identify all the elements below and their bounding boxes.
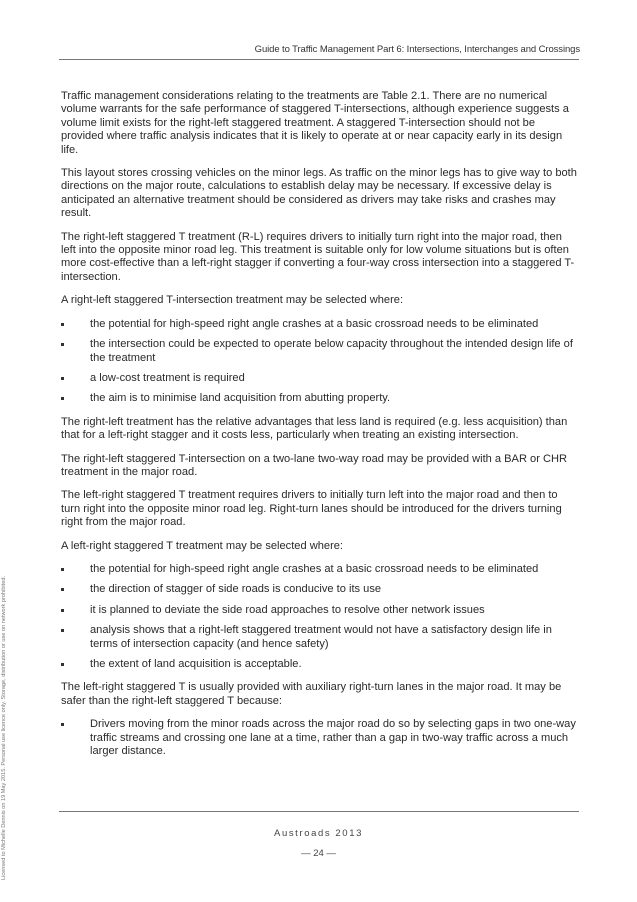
bullet-item bbox=[61, 563, 577, 576]
header-divider bbox=[59, 59, 579, 60]
paragraph: The left-right staggered T treatment requires drivers to initially turn left into the major road and then to turn right into the opposite minor road leg. Right-turn lanes should be introduced for the drivers turning right from the major road. bbox=[61, 489, 562, 529]
licence-side-note: Licensed to Michelle Dennis on 19 May 2015. Personal use licence only. Storage, distribution or use on network prohibited. bbox=[1, 576, 7, 880]
bullet-list bbox=[61, 563, 577, 671]
bullet-text: Drivers moving from the minor roads across the major road do so by selecting gaps in two one-way traffic streams and crossing one lane at a time, rather than a gap in two-way traffic across a much larger distance. bbox=[90, 718, 576, 758]
bullet-square-icon bbox=[61, 343, 64, 346]
paragraph: Traffic management considerations relating to the treatments are Table 2.1. There are no numerical volume warrants for the safe performance of staggered T-intersections, although experience suggests a volume limit exists for the right-left staggered treatment. A staggered T-intersection should not be provided where traffic analysis indicates that it is likely to operate at or near capacity early in its design life. bbox=[61, 90, 569, 156]
bullet-text: the aim is to minimise land acquisition from abutting property. bbox=[90, 392, 391, 405]
bullet-text: the intersection could be expected to operate below capacity throughout the intended design life of the treatment bbox=[90, 338, 573, 364]
running-header-title: Guide to Traffic Management Part 6: Intersections, Interchanges and Crossings bbox=[254, 44, 580, 55]
paragraph: The right-left treatment has the relative advantages that less land is required (e.g. less acquisition) than that for a left-right stagger and it costs less, particularly when treating an existing intersection. bbox=[61, 415, 568, 442]
paragraph: The left-right staggered T is usually provided with auxiliary right-turn lanes in the major road. It may be safer than the right-left staggered T because: bbox=[61, 681, 562, 707]
bullet-square-icon bbox=[61, 629, 64, 632]
bullet-text: the potential for high-speed right angle crashes at a basic crossroad needs to be eliminated bbox=[90, 562, 539, 575]
bullet-square-icon bbox=[61, 588, 64, 591]
bullet-list bbox=[61, 318, 577, 406]
paragraph: The right-left staggered T treatment (R-L) requires drivers to initially turn right into the major road, then left into the opposite minor road leg. This treatment is suitable only for low volume situations but is often more cost-effective than a left-right stagger if converting a four-way cross intersection into a staggered T-intersection. bbox=[61, 230, 575, 283]
bullet-item bbox=[61, 604, 577, 617]
footer-divider bbox=[59, 811, 579, 812]
footer-organization: Austroads 2013 bbox=[274, 828, 363, 839]
bullet-square-icon bbox=[61, 723, 64, 726]
bullet-item bbox=[61, 338, 577, 365]
bullet-item bbox=[61, 318, 577, 331]
bullet-list bbox=[61, 718, 577, 758]
page-number: — 24 — bbox=[301, 848, 336, 859]
bullet-item bbox=[61, 583, 577, 596]
bullet-item bbox=[61, 624, 577, 651]
bullet-item bbox=[61, 658, 577, 671]
bullet-text: a low-cost treatment is required bbox=[90, 371, 245, 384]
document-body bbox=[61, 90, 577, 768]
bullet-text: the potential for high-speed right angle crashes at a basic crossroad needs to be eliminated bbox=[90, 317, 539, 330]
bullet-text: it is planned to deviate the side road approaches to resolve other network issues bbox=[90, 603, 485, 616]
bullet-square-icon bbox=[61, 609, 64, 612]
bullet-square-icon bbox=[61, 397, 64, 400]
bullet-square-icon bbox=[61, 323, 64, 326]
paragraph: A right-left staggered T-intersection treatment may be selected where: bbox=[61, 294, 404, 307]
bullet-item bbox=[61, 718, 577, 758]
bullet-item bbox=[61, 372, 577, 385]
bullet-text: the extent of land acquisition is acceptable. bbox=[90, 658, 302, 670]
bullet-text: the direction of stagger of side roads is conducive to its use bbox=[90, 583, 382, 596]
bullet-square-icon bbox=[61, 663, 64, 666]
bullet-item bbox=[61, 392, 577, 405]
bullet-square-icon bbox=[61, 377, 64, 380]
bullet-text: analysis shows that a right-left staggered treatment would not have a satisfactory design life in terms of intersection capacity (and hence safety) bbox=[90, 624, 552, 650]
bullet-square-icon bbox=[61, 568, 64, 571]
paragraph: A left-right staggered T treatment may be selected where: bbox=[61, 539, 344, 552]
paragraph: This layout stores crossing vehicles on the minor legs. As traffic on the minor legs has to give way to both directions on the major route, calculations to establish delay may be necessary. If excessive delay is anticipated an alternative treatment should be considered as drivers may take risks and crashes may result. bbox=[61, 167, 577, 220]
paragraph: The right-left staggered T-intersection on a two-lane two-way road may be provided with a BAR or CHR treatment in the major road. bbox=[61, 452, 568, 478]
